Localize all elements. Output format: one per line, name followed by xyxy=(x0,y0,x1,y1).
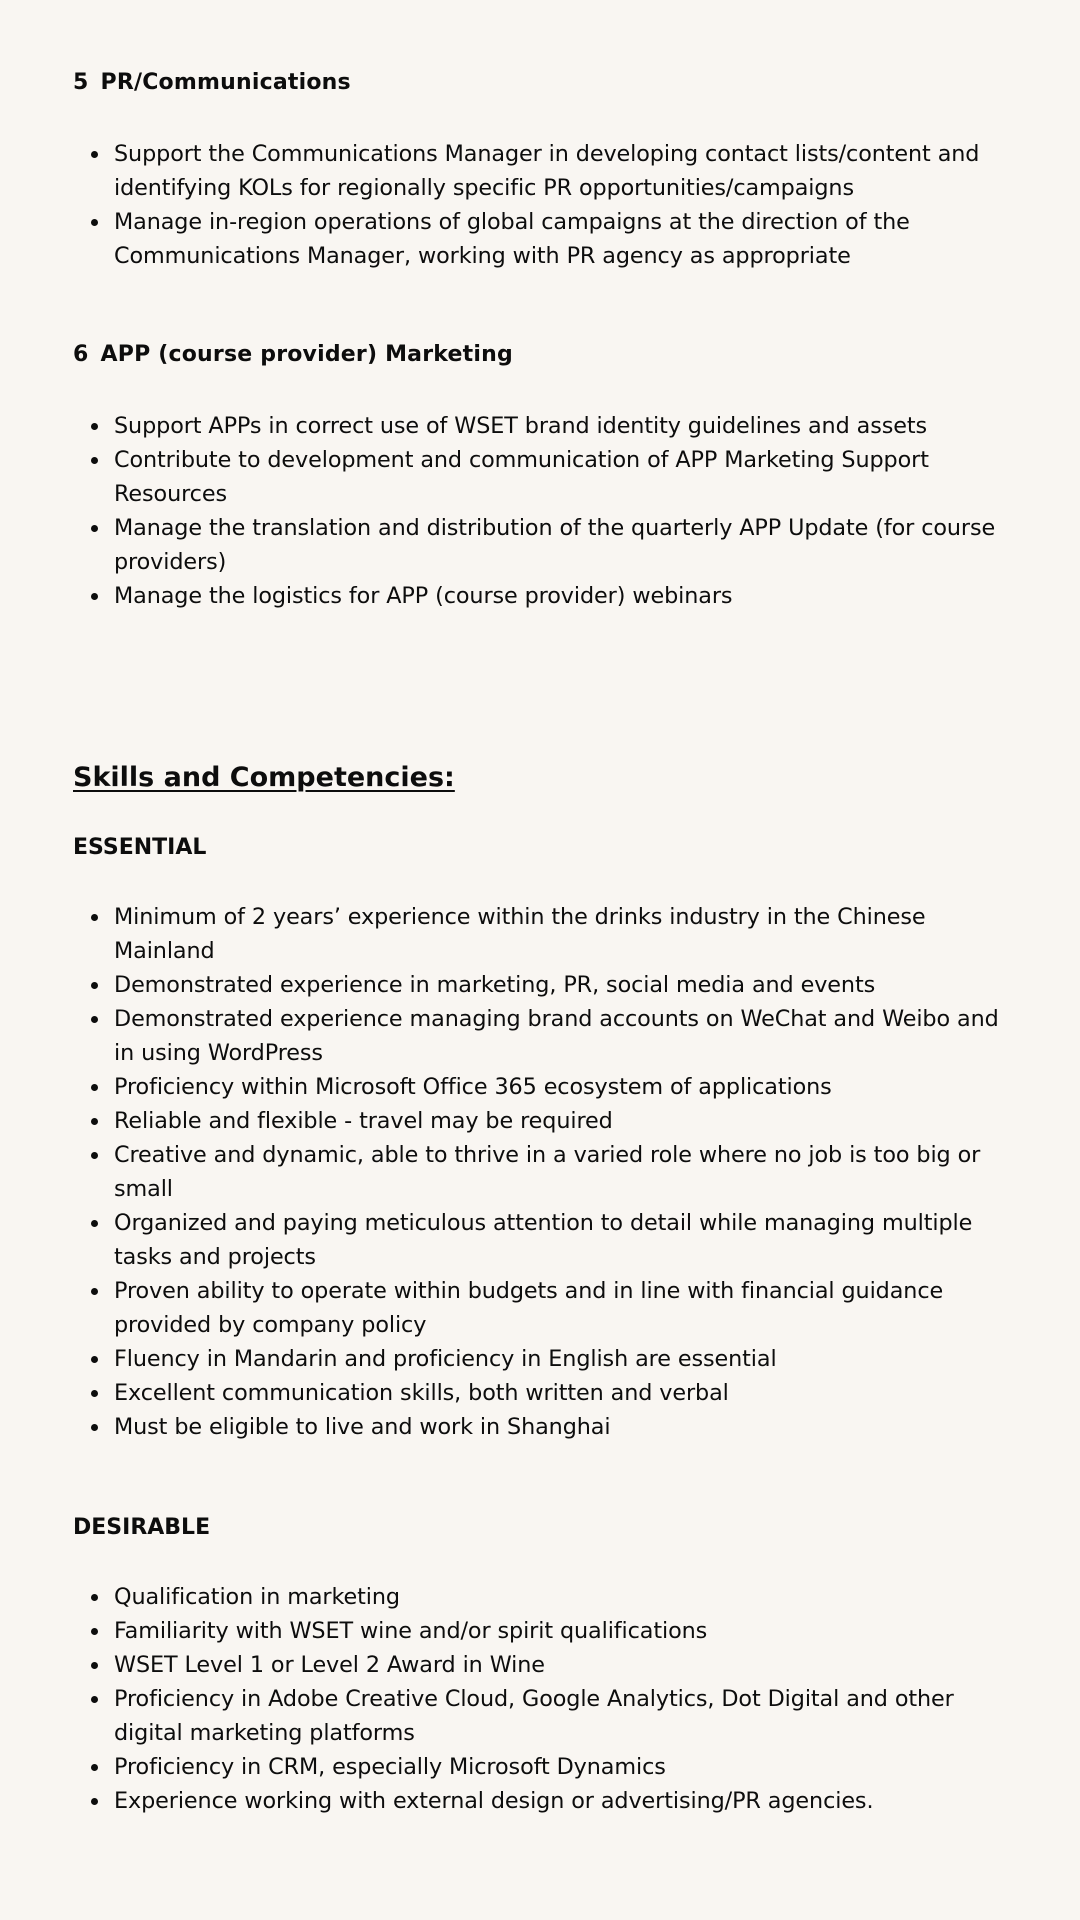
list-item: Must be eligible to live and work in Shanghai xyxy=(114,1410,1014,1444)
section-title: PR/Communications xyxy=(100,70,351,95)
list-item: Experience working with external design or advertising/PR agencies. xyxy=(114,1784,1014,1818)
list-item: Minimum of 2 years’ experience within the drinks industry in the Chinese Mainland xyxy=(114,900,1014,968)
skills-heading: Skills and Competencies: xyxy=(73,762,455,793)
essential-heading: ESSENTIAL xyxy=(73,835,207,860)
desirable-heading: DESIRABLE xyxy=(73,1515,211,1540)
list-item: Reliable and flexible - travel may be required xyxy=(114,1104,1014,1138)
list-item: Manage the logistics for APP (course provider) webinars xyxy=(114,579,1014,613)
list-item: Demonstrated experience managing brand accounts on WeChat and Weibo and in using WordPress xyxy=(114,1002,1014,1070)
list-item: Organized and paying meticulous attention to detail while managing multiple tasks and projects xyxy=(114,1206,1014,1274)
list-item: Support APPs in correct use of WSET brand identity guidelines and assets xyxy=(114,409,1014,443)
list-item: Contribute to development and communication of APP Marketing Support Resources xyxy=(114,443,1014,511)
section-title: APP (course provider) Marketing xyxy=(100,342,513,367)
list-item: Manage in-region operations of global campaigns at the direction of the Communications Manager, working with PR agency as appropriate xyxy=(114,205,1014,273)
list-item: Demonstrated experience in marketing, PR, social media and events xyxy=(114,968,1014,1002)
list-item: Familiarity with WSET wine and/or spirit qualifications xyxy=(114,1614,1014,1648)
list-item: Support the Communications Manager in developing contact lists/content and identifying KOLs for regionally specific PR opportunities/campaigns xyxy=(114,137,1014,205)
pr-communications-list xyxy=(73,137,1014,273)
section-number: 5 xyxy=(73,70,89,95)
essential-list xyxy=(73,900,1014,1444)
list-item: WSET Level 1 or Level 2 Award in Wine xyxy=(114,1648,1014,1682)
list-item: Proven ability to operate within budgets and in line with financial guidance provided by company policy xyxy=(114,1274,1014,1342)
list-item: Excellent communication skills, both written and verbal xyxy=(114,1376,1014,1410)
desirable-list xyxy=(73,1580,1014,1818)
list-item: Qualification in marketing xyxy=(114,1580,1014,1614)
section-number: 6 xyxy=(73,342,89,367)
section-heading-pr-communications xyxy=(73,70,351,95)
list-item: Manage the translation and distribution of the quarterly APP Update (for course providers) xyxy=(114,511,1014,579)
app-marketing-list xyxy=(73,409,1014,613)
list-item: Proficiency in CRM, especially Microsoft Dynamics xyxy=(114,1750,1014,1784)
list-item: Creative and dynamic, able to thrive in a varied role where no job is too big or small xyxy=(114,1138,1014,1206)
list-item: Fluency in Mandarin and proficiency in English are essential xyxy=(114,1342,1014,1376)
list-item: Proficiency in Adobe Creative Cloud, Google Analytics, Dot Digital and other digital marketing platforms xyxy=(114,1682,1014,1750)
section-heading-app-marketing xyxy=(73,342,513,367)
list-item: Proficiency within Microsoft Office 365 ecosystem of applications xyxy=(114,1070,1014,1104)
